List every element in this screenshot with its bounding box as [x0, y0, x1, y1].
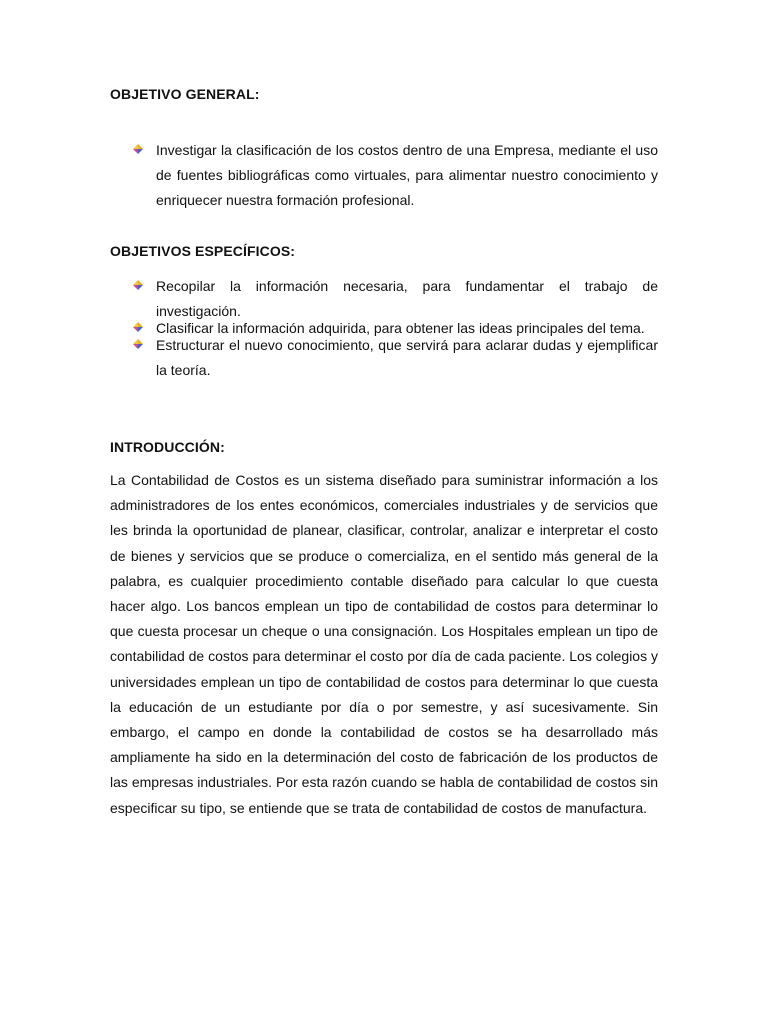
objetivo-general-list — [132, 138, 658, 213]
list-item — [132, 333, 658, 383]
objetivos-especificos-heading: OBJETIVOS ESPECÍFICOS: — [110, 243, 296, 259]
diamond-bullet-icon — [132, 279, 144, 291]
list-item-text: Investigar la clasificación de los costos dentro de una Empresa, mediante el uso de fuentes bibliográficas como virtuales, para alimentar nuestro conocimiento y enriquecer nuestra formación profesional. — [156, 142, 658, 208]
diamond-bullet-icon — [132, 338, 144, 350]
objetivos-especificos-list — [132, 274, 658, 383]
list-item — [132, 138, 658, 213]
list-item-text: Recopilar la información necesaria, para fundamentar el trabajo de investigación. — [156, 278, 658, 319]
list-item-text: Clasificar la información adquirida, para obtener las ideas principales del tema. — [156, 320, 645, 336]
list-item-text: Estructurar el nuevo conocimiento, que servirá para aclarar dudas y ejemplificar la teoría. — [156, 337, 658, 378]
objetivo-general-heading: OBJETIVO GENERAL: — [110, 86, 260, 102]
introduccion-paragraph: La Contabilidad de Costos es un sistema diseñado para suministrar información a los administradores de los entes económicos, comerciales industriales y de servicios que les brinda la oportunidad de planear, clasificar, controlar, analizar e interpretar el costo de bienes y servicios que se produce o comercializa, en el sentido más general de la palabra, es cualquier procedimiento contable diseñado para calcular lo que cuesta hacer algo. Los bancos emplean un tipo de contabilidad de costos para determinar lo que cuesta procesar un cheque o una consignación. Los Hospitales emplean un tipo de contabilidad de costos para determinar el costo por día de cada paciente. Los colegios y universidades emplean un tipo de contabilidad de costos para determinar lo que cuesta la educación de un estudiante por día o por semestre, y así sucesivamente. Sin embargo, el campo en donde la contabilidad de costos se ha desarrollado más ampliamente ha sido en la determinación del costo de fabricación de los productos de las empresas industriales. Por esta razón cuando se habla de contabilidad de costos sin especificar su tipo, se entiende que se trata de contabilidad de costos de manufactura. — [110, 472, 658, 816]
introduccion-heading: INTRODUCCIÓN: — [110, 439, 225, 455]
diamond-bullet-icon — [132, 321, 144, 333]
diamond-bullet-icon — [132, 143, 144, 155]
